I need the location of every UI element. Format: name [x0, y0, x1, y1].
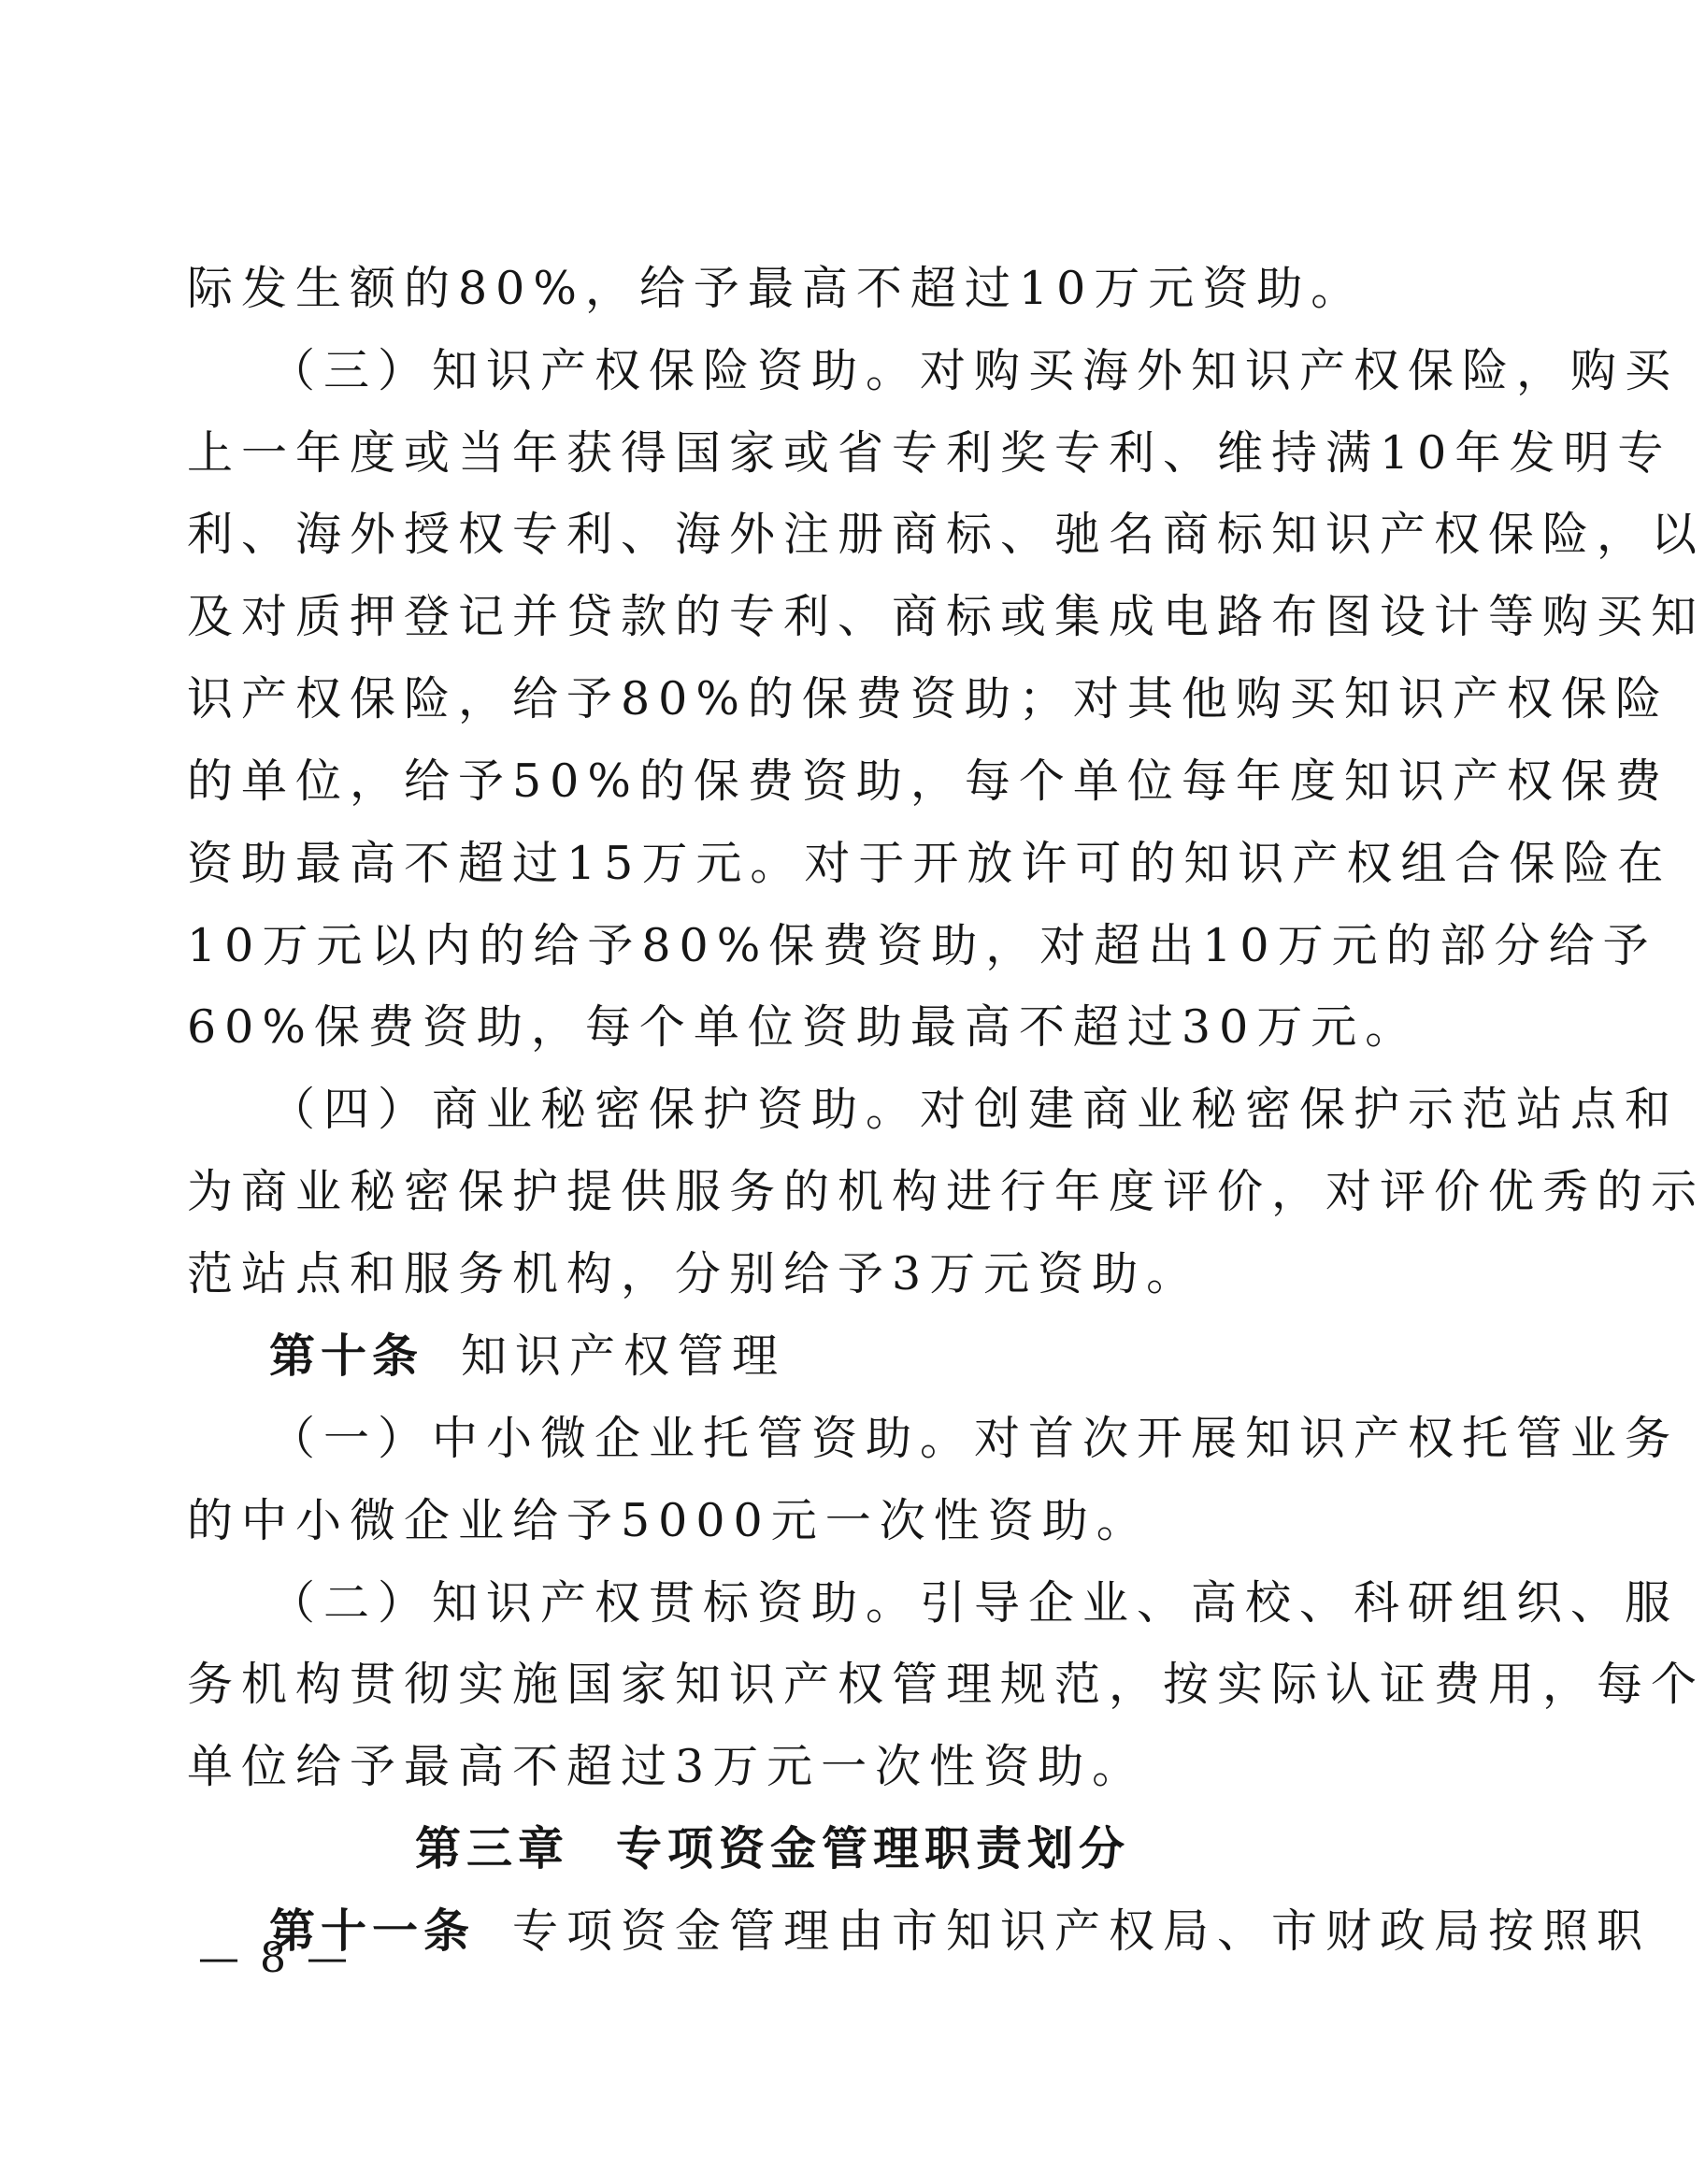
paragraph-line: 60%保费资助，每个单位资助最高不超过30万元。 [187, 1000, 1420, 1054]
chapter-number: 第三章 [414, 1822, 569, 1875]
chapter-title: 专项资金管理职责划分 [616, 1822, 1131, 1875]
paragraph-line: 为商业秘密保护提供服务的机构进行年度评价，对评价优秀的示 [187, 1165, 1705, 1218]
paragraph-line: 的中小微企业给予5000元一次性资助。 [187, 1494, 1151, 1547]
article-10-heading [269, 1315, 786, 1399]
paragraph-line: 单位给予最高不超过3万元一次性资助。 [187, 1740, 1147, 1793]
paragraph-line: 10万元以内的给予80%保费资助，对超出10万元的部分给予 [187, 919, 1657, 972]
article-number: 第十条 [269, 1329, 424, 1383]
page-number: — 8 — [198, 1934, 351, 1982]
article-number: 第十一条 [269, 1904, 476, 1958]
paragraph-line: （一）中小微企业托管资助。对首次开展知识产权托管业务 [269, 1412, 1680, 1465]
paragraph-line: 范站点和服务机构，分别给予3万元资助。 [187, 1247, 1201, 1300]
paragraph-line: 际发生额的80%，给予最高不超过10万元资助。 [187, 262, 1366, 315]
article-title: 知识产权管理 [461, 1329, 787, 1383]
article-text: 专项资金管理由市知识产权局、市财政局按照职 [512, 1904, 1652, 1958]
paragraph-line: 务机构贯彻实施国家知识产权管理规范，按实际认证费用，每个 [187, 1658, 1705, 1711]
paragraph-line: 上一年度或当年获得国家或省专利奖专利、维持满10年发明专 [187, 426, 1672, 480]
paragraph-line: 利、海外授权专利、海外注册商标、驰名商标知识产权保险，以 [187, 508, 1705, 561]
chapter-heading [0, 1807, 1545, 1891]
paragraph-line: （三）知识产权保险资助。对购买海外知识产权保险，购买 [269, 344, 1680, 397]
paragraph-line: 资助最高不超过15万元。对于开放许可的知识产权组合保险在 [187, 837, 1672, 890]
paragraph-line: （四）商业秘密保护资助。对创建商业秘密保护示范站点和 [269, 1083, 1680, 1136]
paragraph-line: 识产权保险，给予80%的保费资助；对其他购买知识产权保险 [187, 672, 1669, 726]
paragraph-line: 及对质押登记并贷款的专利、商标或集成电路布图设计等购买知 [187, 590, 1705, 643]
article-11-line [269, 1889, 1652, 1974]
paragraph-line: 的单位，给予50%的保费资助，每个单位每年度知识产权保费 [187, 754, 1669, 808]
paragraph-line: （二）知识产权贯标资助。引导企业、高校、科研组织、服 [269, 1576, 1680, 1630]
